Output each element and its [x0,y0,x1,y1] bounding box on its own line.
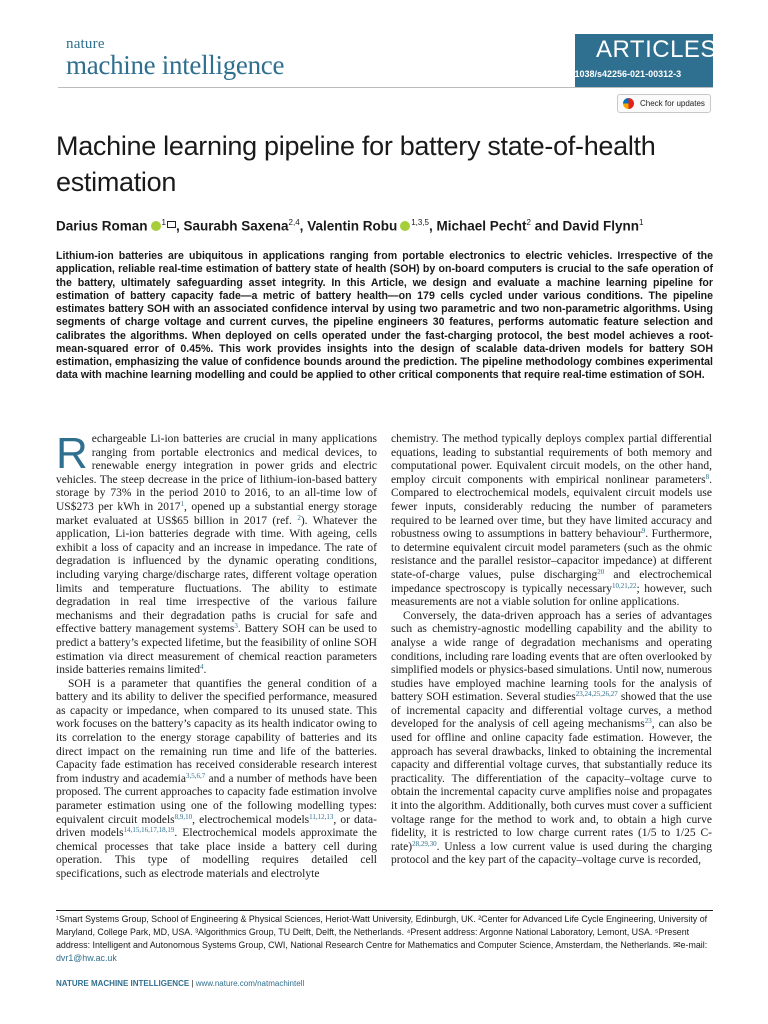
header-rule [58,87,713,88]
doi-link[interactable]: https://doi.org/10.1038/s42256-021-00312-3 [499,69,682,79]
footer-separator: | [191,979,194,988]
journal-name-small: nature [66,36,105,52]
author-list [56,218,643,234]
citation-ref[interactable]: 3 [234,622,238,631]
citation-ref[interactable]: 9 [641,527,646,536]
crossmark-icon [623,98,634,109]
body-column-left [56,429,377,882]
check-for-updates-button[interactable] [617,94,711,113]
footnote-rule [56,910,713,911]
body-text: , can also be used for offline and online capacity fade estimation. However, the approach has several drawbacks, linked to obtaining the incremental capacity and differential voltage curves, that substantially reduce its practicality. The differentiation of the capacity–voltage curve to obtain the incremental capacity curve amplifies noise and propagates it into the algorithm. Additionally, both curves must cover a sufficient voltage range for the method to work and, to obtain a high curve fidelity, it is restricted to low charge current rates (1/5 to 1/25 C-rate) [391,718,712,853]
body-text: , opened up a substantial energy storage market evaluated at US$65 billion in 2017 (ref. [56,500,377,527]
body-text: . Battery SOH can be used to predict a battery’s expected lifetime, but the feasibility of online SOH estimation via direct measurement of chemical reaction parameters inside batteries remains limited [56,623,377,677]
body-text: ). Whatever the application, Li-ion batteries degrade with time. With ageing, cells exhibit a loss of capacity and an increase in impedance. The rate of degradation is influenced by the dynamic operating conditions, including varying charge/discharge rates, different voltage operation limits and temperature fluctuations. The ability to estimate degradation in real time irrespective of the various failure mechanisms and their degradation paths is crucial for safe and effective battery management systems [56,514,377,636]
body-text: , or data-driven models [56,813,377,840]
body-paragraph [56,429,377,678]
citation-ref[interactable]: 23,24,25,26,27 [575,690,618,699]
author-name: Saurabh Saxena [183,218,289,234]
orcid-icon[interactable] [151,221,161,231]
drop-cap: R [56,429,88,478]
body-text: , electrochemical models [192,813,310,826]
citation-ref[interactable]: 8 [705,472,710,481]
journal-name: machine intelligence [66,50,285,80]
body-text: . Furthermore, to determine equivalent circuit model parameters (such as the ohmic resistance and the parallel resistor–capacitor impedance) at different state-of-charge values, pulse discharging [391,528,712,581]
citation-ref[interactable]: 2 [297,513,301,522]
citation-ref[interactable]: 10,21,22 [611,581,637,590]
body-text: and electrochemical impedance spectroscopy is typically necessary [391,568,712,595]
body-text: . Electrochemical models approximate the chemical processes that take place inside a battery cell during operation. This type of modelling requires detailed cell specifications, such as electrode materials and electrolyte [56,827,377,880]
body-paragraph [391,610,712,868]
citation-ref[interactable]: 20 [597,567,605,576]
affiliations [56,913,713,965]
email-label: e-mail: [680,940,708,951]
body-text: . Compared to electrochemical models, equivalent circuit models use fewer inputs, considerably reducing the number of parameters required to be learned over time, but they have limited accuracy and robustness owing to assumptions in battery behaviour [391,473,712,541]
page-footer [56,979,304,988]
body-text: showed that the use of incremental capacity and differential voltage curves, a method developed for the analysis of cell ageing mechanisms [391,691,712,731]
article-title: Machine learning pipeline for battery state-of-health estimation [56,131,656,197]
citation-ref[interactable]: 28,29,30 [412,839,437,848]
body-column-right [391,433,712,868]
author-affiliation: 1,3,5 [411,218,429,227]
abstract: Lithium-ion batteries are ubiquitous in applications ranging from portable electronics to electric vehicles. Irrespective of the application, reliable real-time estimation of battery state of health (SOH) by on-board computers is crucial to the safe operation of the battery, ultimately safeguarding asset integrity. In this Article, we design and evaluate a machine learning pipeline for estimation of battery capacity fade—a metric of battery health—on 179 cells cycled under various conditions. The pipeline estimates battery SOH with an associated confidence interval by using two parametric and two non-parametric algorithms. Using segments of charge voltage and current curves, the pipeline engineers 30 features, performs automatic feature selection and calibrates the algorithms. When deployed on cells operated under the fast-charging protocol, the best model achieves a root-mean-squared error of 0.45%. This work provides insights into the design of scalable data-driven models for battery SOH estimation, emphasizing the value of confidence bounds around the prediction. The pipeline methodology combines experimental data with machine learning modelling and could be applied to other critical components that require real-time estimation of SOH. [56,250,713,382]
citation-ref[interactable]: 23 [644,717,652,726]
author-name: Darius Roman [56,218,148,234]
body-text: chemistry. The method typically deploys complex partial differential equations, leading to substantial requirements of both memory and computational power. Equivalent circuit models, on the other hand, employ circuit components with empirical nonlinear parameters [391,433,712,486]
body-text: and a number of methods have been proposed. The current approaches to capacity fade estimation involve parameter estimation using one of the following modelling types: equivalent circuit models [56,772,377,826]
author-name: David Flynn [562,218,640,234]
author-affiliation: 1 [161,218,166,227]
body-text: . Unless a low current value is used during the charging protocol and the key part of the capacity–voltage curve is recorded, [391,840,712,867]
citation-ref[interactable]: 11,12,13 [309,812,334,821]
body-text: SOH is a parameter that quantifies the general condition of a battery and its ability to deliver the specified performance, measured as capacity or impedance, when compared to its unused state. This work focuses on the battery’s capacity as its health indicator owing to its correlation to the energy storage capability of batteries and its direct impact on the remaining run time and life of the batteries. Capacity fade estimation has received considerable research interest from industry and academia [56,677,377,785]
citation-ref[interactable]: 4 [200,663,204,672]
author-separator: , [175,218,184,234]
affiliations-text: ¹Smart Systems Group, School of Engineering & Physical Sciences, Heriot-Watt University, Edinburgh, UK. ²Center for Advanced Life Cycle Engineering, University of Maryland, College Park, MD, USA. ³Algorithmics Group, TU Delft, Delft, the Netherlands. ⁴Present address: Argonne National Laboratory, Lemont, USA. ⁵Present address: Intelligent and Autonomous Systems Group, CWI, National Research Centre for Mathematics and Computer Science, Amsterdam, the Netherlands. [56,914,708,951]
citation-ref[interactable]: 14,15,16,17,18,19 [123,826,175,835]
body-text: . [203,664,207,677]
footer-url[interactable]: www.nature.com/natmachintell [195,979,305,988]
body-paragraph [56,678,377,882]
author-affiliation: 1 [639,218,644,227]
body-text: ; however, such measurements are not a viable solution for online applications. [391,582,712,609]
author-affiliation: 2 [526,218,531,227]
author-affiliation: 2,4 [288,218,300,227]
citation-ref[interactable]: 8,9,10 [174,812,193,821]
check-for-updates-label: Check for updates [640,99,705,108]
footer-journal: NATURE MACHINE INTELLIGENCE [56,979,190,988]
orcid-icon[interactable] [400,221,410,231]
section-label: ARTICLES [596,36,717,63]
citation-ref[interactable]: 1 [180,499,185,508]
body-paragraph [391,433,712,610]
email-link[interactable]: dvr1@hw.ac.uk [56,953,117,964]
author-separator: , [429,218,437,234]
body-text: Conversely, the data-driven approach has a series of advantages such as chemistry-agnostic modelling capability and the ability to analyse a wide range of degradation mechanisms and operating conditions, including rare loading events that are often overlooked by simplified models or physics-based simulations. Until now, numerous studies have employed machine learning tools for the analysis of battery SOH estimation. Several studies [391,609,712,704]
citation-ref[interactable]: 3,5,6,7 [185,771,206,780]
body-text: echargeable Li-ion batteries are crucial in many applications ranging from portable electronics and medical devices, to renewable energy integration in power grids and electric vehicles. The steep decrease in the price of lithium-ion-based battery storage by 73% in the period 2010 to 2016, to an all-time low of US$273 per kWh in 2017 [56,433,377,513]
author-name: Valentin Robu [307,218,398,234]
mail-icon: ✉ [673,940,681,951]
author-separator: , [299,218,308,234]
mail-icon[interactable] [167,221,176,228]
author-name: Michael Pecht [436,218,527,234]
author-separator: and [531,218,563,234]
